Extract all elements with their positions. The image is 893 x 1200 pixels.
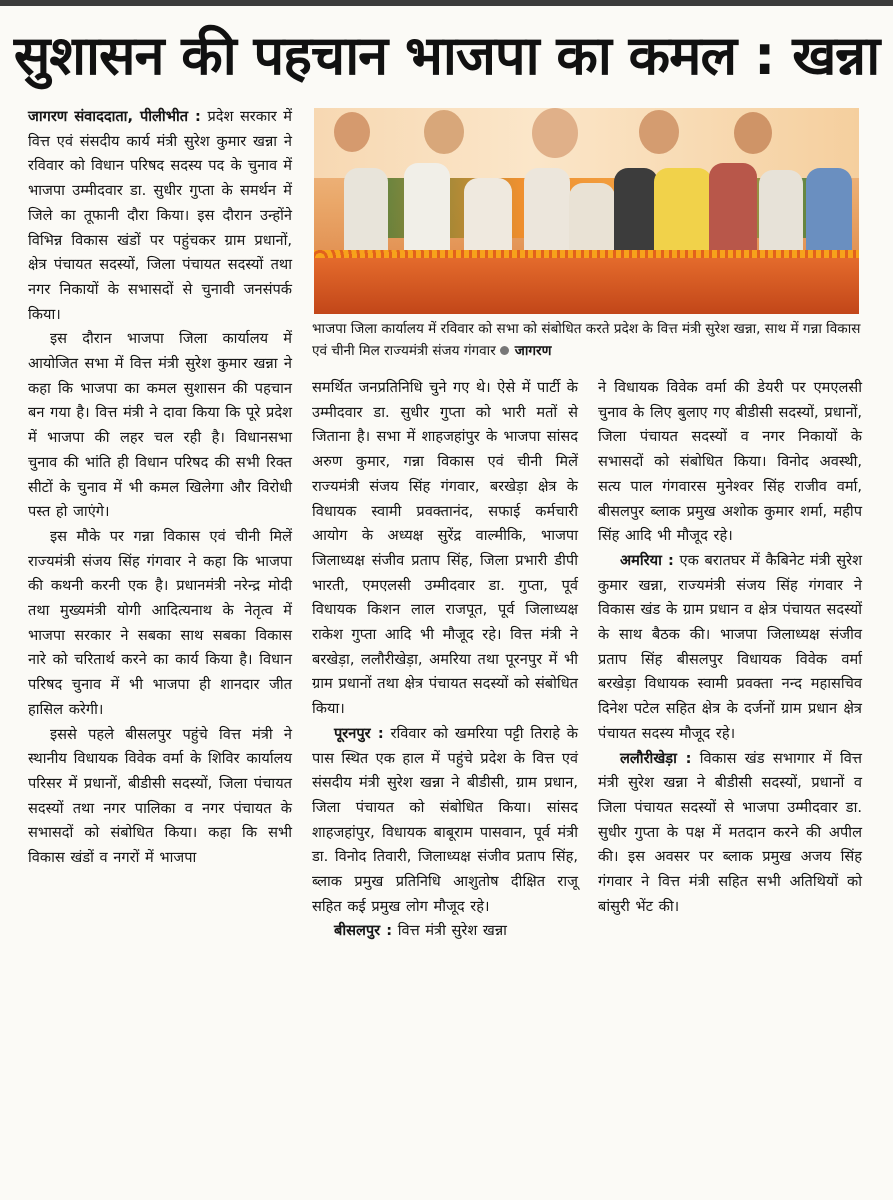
speaker-figure [654,168,712,260]
article-column-2 [312,376,578,1196]
photo-caption [312,318,872,362]
subhead-puranpur: पूरनपुर : [334,724,384,742]
headline: सुशासन की पहचान भाजपा का कमल : खन्ना [13,24,880,87]
article-paragraph [312,919,578,944]
person-8 [709,163,757,258]
article-paragraph: समर्थित जनप्रतिनिधि चुने गए थे। ऐसे में पार्टी के उम्मीदवार डा. सुधीर गुप्ता को भारी मतों से जिताना है। सभा में शाहजहांपुर के भाजपा सांसद अरुण कुमार, गन्ना विकास एवं चीनी मिलें राज्यमंत्री संजय सिंह गंगवार, बरखेड़ा क्षेत्र के विधायक स्वामी प्रवक्तानंद, सफाई कर्मचारी आयोग के अध्यक्ष सुरेंद्र वाल्मीकि, भाजपा जिलाध्यक्ष संजीव प्रताप सिंह, जिला प्रभारी डीपी भारती, एमएलसी उम्मीदवार डा. गुप्ता, पूर्व विधायक किशन लाल राजपूत, पूर्व जिलाध्यक्ष राकेश गुप्ता आदि भी मौजूद रहे। वित्त मंत्री ने बरखेड़ा, ललौरीखेड़ा, अमरिया तथा पूरनपुर में भी ग्राम प्रधानों तथा क्षेत्र पंचायत सदस्यों को संबोधित किया। [312,379,578,718]
subhead-lalaurikheda: ललौरीखेड़ा : [620,749,692,767]
article-paragraph: इस दौरान भाजपा जिला कार्यालय में आयोजित सभा में वित्त मंत्री सुरेश कुमार खन्ना ने कहा कि भाजपा का कमल सुशासन की पहचान बन गया है। वित्त मंत्री ने दावा किया कि पूरे प्रदेश में भाजपा की लहर चल रही है। विधानसभा चुनाव की भांति ही विधान परिषद की सभी रिक्त सीटों के चुनाव में भी कमल खिलेगा और विरोधी पस्त हो जाएंगे। [28,330,292,521]
person-10 [806,168,852,258]
article-paragraph: ने विधायक विवेक वर्मा की डेयरी पर एमएलसी चुनाव के लिए बुलाए गए बीडीसी सदस्यों, प्रधानों, जिला पंचायत सदस्यों व नगर निकायों के सभासदों को संबोधित किया। विनोद अवस्थी, सत्य पाल गंगवारस मुनेश्वर सिंह राजीव वर्मा, बीसलपुर ब्लाक प्रमुख अशोक कुमार शर्मा, महीप सिंह आदि भी मौजूद रहे। [598,379,862,545]
poster-face-2 [424,110,464,154]
person-6 [614,168,658,258]
article-column-1 [28,105,292,1195]
photo-backdrop-banner [314,108,859,178]
article-paragraph [312,722,578,920]
person-5 [569,183,615,258]
paragraph-text: विकास खंड सभागार में वित्त मंत्री सुरेश खन्ना ने बीडीसी सदस्यों, प्रधानों व जिला पंचायत सदस्यों से भाजपा उम्मीदवार डा. सुधीर गुप्ता के पक्ष में मतदान करने की अपील की। इस अवसर पर ब्लाक प्रमुख अजय सिंह गंगवार ने वित्त मंत्री सहित सभी अतिथियों को बांसुरी भेंट की। [598,749,863,915]
subhead-amariya: अमरिया : [620,551,674,569]
person-2 [404,163,450,258]
paragraph-text: वित्त मंत्री सुरेश खन्ना [397,922,507,940]
article-paragraph [28,105,292,327]
poster-face-5 [734,112,772,154]
poster-face-3 [532,108,578,158]
subhead-bisalpur: बीसलपुर : [334,922,393,940]
person-3 [464,178,512,258]
caption-text: भाजपा जिला कार्यालय में रविवार को सभा को संबोधित करते प्रदेश के वित्त मंत्री सुरेश खन्ना, साथ में गन्ना विकास एवं चीनी मिल राज्यमंत्री संजय गंगवार [312,321,861,359]
caption-bullet-icon [500,346,509,355]
article-paragraph: इससे पहले बीसलपुर पहुंचे वित्त मंत्री ने स्थानीय विधायक विवेक वर्मा के शिविर कार्यालय परिसर में प्रधानों, बीडीसी सदस्यों, जिला पंचायत सदस्यों तथा नगर पालिका व नगर पंचायत के सभासदों को संबोधित किया। कहा कि सभी विकास खंडों व नगरों में भाजपा [28,725,292,867]
paragraph-text: रविवार को खमरिया पट्टी तिराहे के पास स्थित एक हाल में पहुंचे प्रदेश के वित्त एवं संसदीय मंत्री सुरेश खन्ना ने बीडीसी, ग्राम प्रधान, जिला पंचायत को संबोधित किया। सांसद शाहजहांपुर, विधायक बाबूराम पासवान, पूर्व मंत्री डा. विनोद तिवारी, जिलाध्यक्ष संजीव प्रताप सिंह, ब्लाक प्रमुख प्रतिनिधि आशुतोष दीक्षित राजू सहित कई प्रमुख लोग मौजूद रहे। [312,724,579,915]
article-paragraph [598,747,862,920]
article-column-3 [598,376,862,1196]
top-border [0,0,893,6]
paragraph-text: प्रदेश सरकार में वित्त एवं संसदीय कार्य मंत्री सुरेश कुमार खन्ना ने रविवार को विधान परिषद सदस्य पद के चुनाव में भाजपा उम्मीदवार डा. सुधीर गुप्ता के समर्थन में जिले का तूफानी दौरा किया। इस दौरान उन्होंने विभिन्न विकास खंडों पर पहुंचकर ग्राम प्रधानों, क्षेत्र पंचायत सदस्यों, जिला पंचायत सदस्यों तथा नगर निकायों के सभासदों से चुनावी जनसंपर्क किया। [28,108,292,323]
article-paragraph [598,549,862,747]
news-photo [314,108,859,314]
paragraph-text: एक बरातघर में कैबिनेट मंत्री सुरेश कुमार खन्ना, राज्यमंत्री संजय सिंह गंगवार ने विकास खंड के ग्राम प्रधान व क्षेत्र पंचायत सदस्यों के साथ बैठक की। भाजपा जिलाध्यक्ष संजीव प्रताप सिंह बीसलपुर विधायक विवेक वर्मा बरखेड़ा विधायक स्वामी प्रवक्ता नन्द महासचिव दिनेश पटेल सहित क्षेत्र के दर्जनों ग्राम प्रधान क्षेत्र पंचायत सदस्य मौजूद रहे। [598,551,862,742]
photo-credit: जागरण [514,343,552,359]
poster-face-4 [639,110,679,154]
person-1 [344,168,388,258]
stage-table [314,258,859,314]
dateline: जागरण संवाददाता, पीलीभीत : [28,108,201,125]
article-paragraph: इस मौके पर गन्ना विकास एवं चीनी मिलें राज्यमंत्री संजय सिंह गंगवार ने कहा कि भाजपा की कथनी करनी एक है। प्रधानमंत्री नरेन्द्र मोदी तथा मुख्यमंत्री योगी आदित्यनाथ के नेतृत्व में भाजपा सरकार ने सबका साथ सबका विकास नारे को चरितार्थ करने का कार्य किया है। विधान परिषद चुनाव में भी भाजपा ही शानदार जीत हासिल करेगी। [28,527,292,718]
person-4 [524,168,570,258]
person-9 [759,170,803,258]
poster-face-1 [334,112,370,152]
